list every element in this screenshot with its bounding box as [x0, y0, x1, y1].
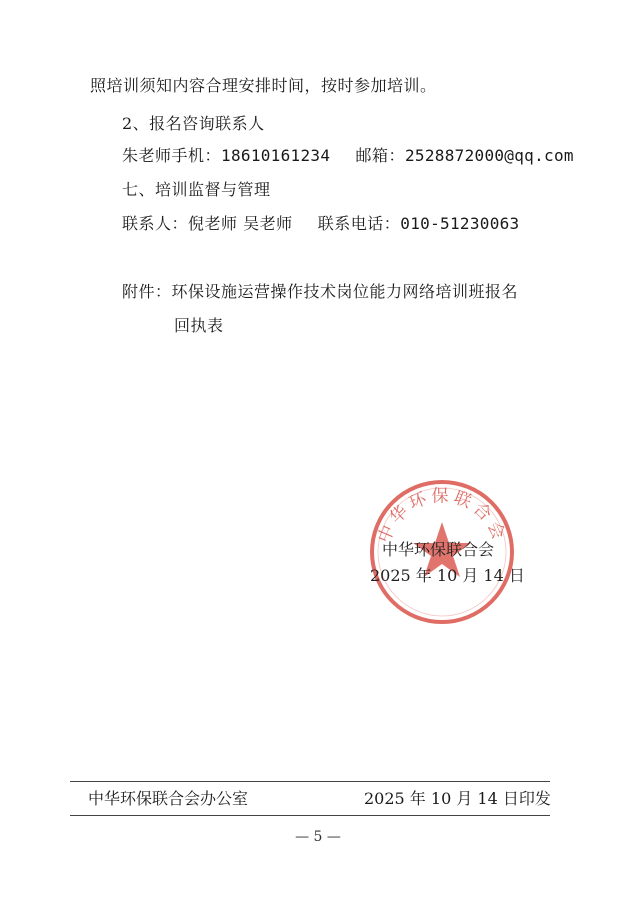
footer-top-rule: [70, 781, 550, 782]
email-label: 邮箱：: [355, 146, 405, 165]
footer-office: 中华环保联合会办公室: [88, 789, 249, 808]
contact-line: [122, 214, 520, 234]
contact-name-label: 朱老师手机：: [122, 146, 222, 165]
attachment-title-continued: 回执表: [174, 316, 224, 335]
section-heading: 2、报名咨询联系人: [122, 114, 265, 133]
issue-date: 2025 年 10 月 14 日: [370, 566, 525, 585]
footer-print-date: 2025 年 10 月 14 日印发: [364, 789, 551, 808]
attachment-line: [122, 282, 518, 302]
seal-text: 中华环保联合会: [374, 486, 510, 546]
page-number: — 5 —: [295, 829, 341, 845]
contact-tel: 010-51230063: [400, 214, 520, 233]
issuer-name: 中华环保联合会: [382, 540, 495, 559]
paragraph-line: 照培训须知内容合理安排时间，按时参加培训。: [90, 76, 437, 95]
footer-bottom-rule: [70, 815, 550, 816]
attachment-label: 附件：: [122, 282, 172, 301]
contacts-label: 联系人：倪老师 吴老师: [122, 214, 293, 233]
contact-phone: 18610161234: [221, 146, 331, 165]
tel-label: 联系电话：: [317, 214, 401, 233]
contact-email: 2528872000@qq.com: [404, 146, 574, 165]
attachment-title: 环保设施运营操作技术岗位能力网络培训班报名: [171, 282, 519, 301]
section-heading: 七、培训监督与管理: [122, 180, 271, 199]
contact-line: [122, 146, 574, 166]
